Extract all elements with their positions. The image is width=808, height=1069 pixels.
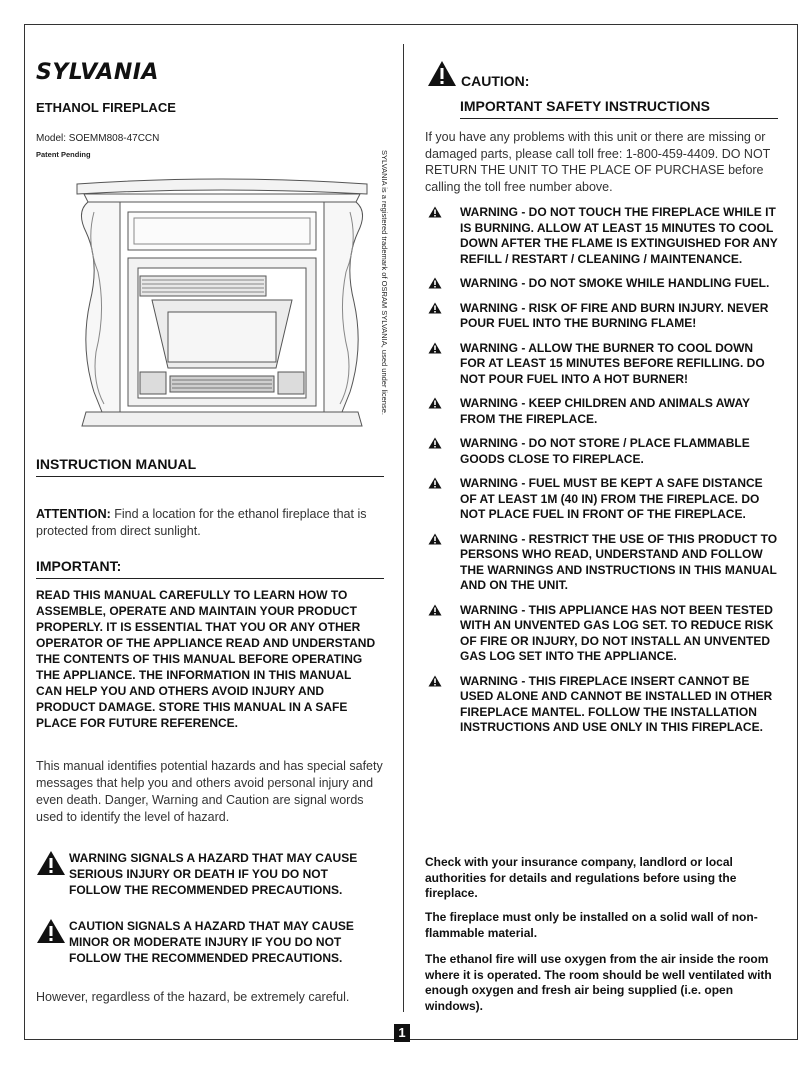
warning-item: [425, 603, 780, 665]
warning-item: [425, 301, 780, 332]
warning-text: WARNING - RESTRICT THE USE OF THIS PRODUCT TO PERSONS WHO READ, UNDERSTAND AND FOLLOW THE WARNINGS AND INSTRUCTIONS IN THIS MANUAL AND ON THE UNIT.: [460, 531, 778, 592]
caution-icon: [427, 60, 457, 87]
patent-notice: Patent Pending: [36, 150, 91, 159]
column-divider: [403, 44, 404, 1012]
warning-text: WARNING - RISK OF FIRE AND BURN INJURY. NEVER POUR FUEL INTO THE BURNING FLAME!: [460, 300, 769, 330]
warning-text: WARNING - DO NOT TOUCH THE FIREPLACE WHILE IT IS BURNING. ALLOW AT LEAST 15 MINUTES TO COOL DOWN AFTER THE FLAME IS EXTINGUISHED FOR ANY REFILL / RESTART / CLEANING / MAINTENANCE.: [460, 205, 778, 266]
warning-item: [425, 674, 780, 736]
caution-signal-line1: CAUTION SIGNALS A HAZARD THAT MAY CAUSE: [69, 919, 354, 933]
hazard-paragraph: This manual identifies potential hazards and has special safety messages that help you and others avoid personal injury and even death. Danger, Warning and Caution are signal words used to identify the level of hazard.: [36, 759, 383, 824]
warning-item: [425, 436, 780, 467]
oxygen-note: The ethanol fire will use oxygen from the air inside the room where it is operated. The room should be well ventilated with enough oxygen and fresh air being supplied (i.e. open windows).: [425, 952, 772, 1013]
warning-item: [425, 532, 780, 594]
warning-icon: [428, 206, 442, 218]
attention-text: Find a location for the ethanol fireplace that is protected from direct sunlight.: [36, 507, 367, 538]
safety-instructions-heading: IMPORTANT SAFETY INSTRUCTIONS: [460, 98, 778, 119]
warning-icon: [428, 477, 442, 489]
insurance-note: Check with your insurance company, landlord or local authorities for details and regulations before using the fireplace.: [425, 855, 737, 900]
warning-item: [425, 341, 780, 388]
instruction-manual-heading: INSTRUCTION MANUAL: [36, 456, 384, 477]
product-title: ETHANOL FIREPLACE: [36, 100, 176, 115]
warning-text: WARNING - FUEL MUST BE KEPT A SAFE DISTANCE OF AT LEAST 1M (40 IN) FROM THE FIREPLACE. DO NOT PLACE FUEL IN FRONT OF THE FIREPLACE.: [460, 476, 763, 521]
warning-icon: [428, 397, 442, 409]
attention-label: ATTENTION:: [36, 507, 111, 521]
warning-text: WARNING - ALLOW THE BURNER TO COOL DOWN FOR AT LEAST 15 MINUTES BEFORE REFILLING. DO NOT POUR FUEL INTO A HOT BURNER!: [460, 340, 765, 386]
warning-text: WARNING - THIS FIREPLACE INSERT CANNOT BE USED ALONE AND CANNOT BE INSTALLED IN OTHER FIREPLACE MANTEL. FOLLOW THE INSTALLATION INSTRUCTIONS AND USE ONLY IN THIS FIREPLACE.: [460, 673, 773, 734]
warning-item: [425, 276, 780, 292]
warning-text: WARNING - KEEP CHILDREN AND ANIMALS AWAY FROM THE FIREPLACE.: [460, 396, 750, 426]
warning-item: [425, 476, 780, 523]
warnings-list: [425, 205, 780, 736]
warning-icon: [428, 533, 442, 545]
brand-logo: SYLVANIA: [36, 60, 159, 85]
warning-text: WARNING - DO NOT SMOKE WHILE HANDLING FUEL.: [460, 276, 770, 290]
warning-item: [425, 205, 780, 267]
caution-signal-line3: FOLLOW THE RECOMMENDED PRECAUTIONS.: [69, 951, 343, 965]
warning-icon: [428, 437, 442, 449]
warning-signal-line1: WARNING SIGNALS A HAZARD THAT MAY CAUSE: [69, 851, 358, 865]
warning-icon: [428, 277, 442, 289]
final-caution-line: However, regardless of the hazard, be extremely careful.: [36, 990, 350, 1004]
warning-text: WARNING - THIS APPLIANCE HAS NOT BEEN TESTED WITH AN UNVENTED GAS LOG SET. TO REDUCE RISK OF FIRE OR INJURY, DO NOT INSTALL AN UNVENTED GAS LOG SET INTO THE APPLIANCE.: [460, 602, 774, 663]
important-notice: READ THIS MANUAL CAREFULLY TO LEARN HOW TO ASSEMBLE, OPERATE AND MAINTAIN YOUR PRODUCT PROPERLY. IT IS ESSENTIAL THAT YOU OR ANY OTHER OPERATOR OF THE APPLIANCE READ AND UNDERSTAND THE CONTENTS OF THIS MANUAL BEFORE OPERATING THE APPLIANCE. THE INFORMATION IN THIS MANUAL CAN HELP YOU AND OTHERS AVOID INJURY AND PRODUCT DAMAGE. STORE THIS MANUAL IN A SAFE PLACE FOR FUTURE REFERENCE.: [36, 588, 376, 730]
caution-header: [427, 60, 727, 90]
warning-icon: [428, 675, 442, 687]
caution-label: CAUTION:: [461, 73, 530, 89]
important-heading: IMPORTANT:: [36, 558, 384, 579]
attention-paragraph: [36, 506, 376, 540]
page-number: 1: [394, 1024, 410, 1042]
caution-signal-block: [36, 918, 386, 966]
caution-triangle-icon: [36, 918, 66, 944]
warning-item: [425, 396, 780, 427]
warning-signal-line3: FOLLOW THE RECOMMENDED PRECAUTIONS.: [69, 883, 343, 897]
trademark-notice: SYLVANIA is a registered trademark of OSRAM SYLVANIA, used under license.: [380, 150, 389, 415]
fireplace-illustration: [72, 172, 372, 434]
model-number: Model: SOEMM808-47CCN: [36, 133, 160, 144]
caution-signal-line2: MINOR OR MODERATE INJURY IF YOU DO NOT: [69, 935, 342, 949]
warning-triangle-icon: [36, 850, 66, 876]
warning-signal-line2: SERIOUS INJURY OR DEATH IF YOU DO NOT: [69, 867, 328, 881]
warning-signal-block: [36, 850, 386, 898]
warning-icon: [428, 342, 442, 354]
warning-icon: [428, 302, 442, 314]
warning-icon: [428, 604, 442, 616]
warning-text: WARNING - DO NOT STORE / PLACE FLAMMABLE GOODS CLOSE TO FIREPLACE.: [460, 436, 750, 466]
wall-note: The fireplace must only be installed on a solid wall of non-flammable material.: [425, 910, 758, 940]
intro-paragraph: If you have any problems with this unit or there are missing or damaged parts, please call toll free: 1-800-459-4409. DO NOT RETURN THE UNIT TO THE PLACE OF PURCHASE before calling the toll free number above.: [425, 130, 771, 194]
